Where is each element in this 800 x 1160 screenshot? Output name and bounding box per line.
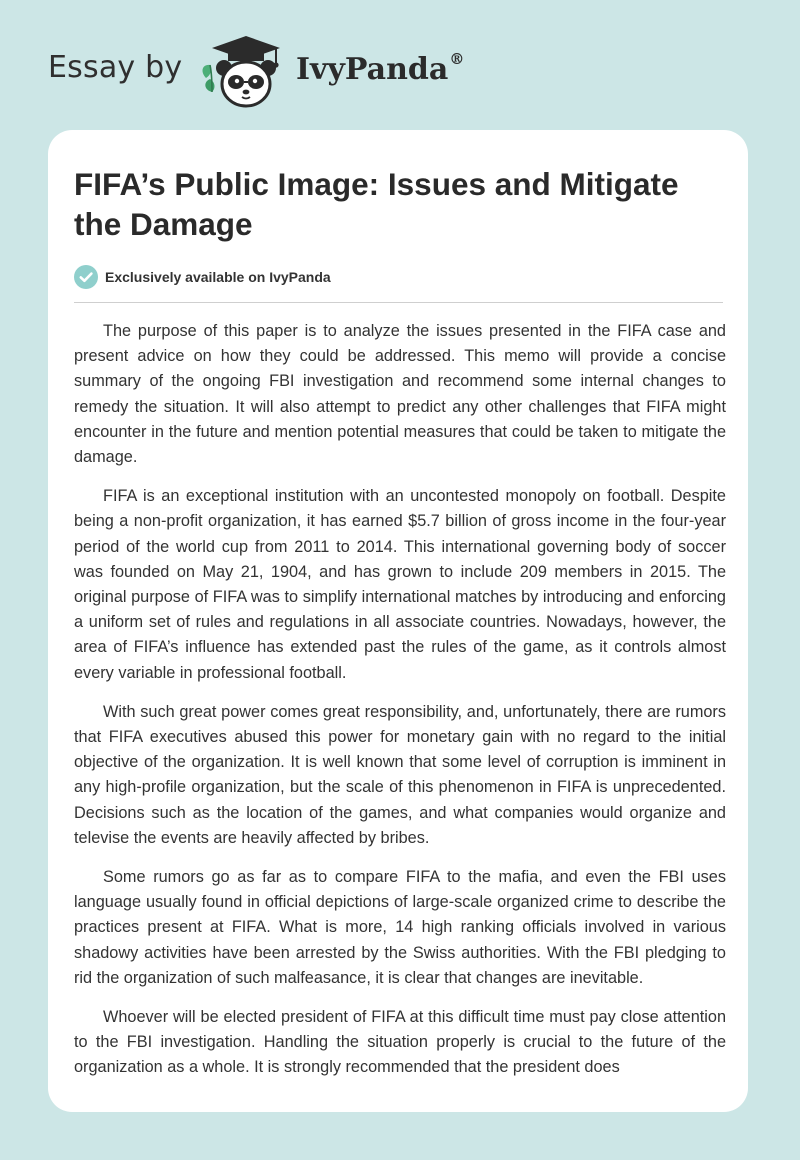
essay-title: FIFA’s Public Image: Issues and Mitigate the Damage [74, 166, 679, 242]
essay-paragraph: Whoever will be elected president of FIFA at this difficult time must pay close attention to the FBI investigation. Handling the situation properly is crucial to the future of the organization as a whole. It is strongly recommended that the president does [74, 1008, 726, 1077]
essay-paragraph: The purpose of this paper is to analyze the issues presented in the FIFA case and present advice on how they could be addressed. This memo will provide a concise summary of the ongoing FBI investigation and recommend some internal changes to remedy the situation. It will also attempt to predict any other challenges that FIFA might encounter in the future and mention potential measures that could be taken to mitigate the damage. [74, 322, 726, 467]
brand-name-text: IvyPanda [296, 52, 449, 87]
check-circle-icon [74, 265, 98, 289]
essay-paragraph: Some rumors go as far as to compare FIFA to the mafia, and even the FBI uses language usually found in official depictions of large-scale organized crime to describe the practices present at FIFA. What is more, 14 high ranking officials involved in various shadowy activities have been arrested by the Swiss authorities. With the FBI pledging to rid the organization of such malfeasance, it is clear that changes are inevitable. [74, 868, 726, 987]
site-header [0, 0, 800, 130]
registered-mark: ® [449, 50, 465, 68]
ivypanda-brand-name[interactable] [296, 52, 464, 87]
title-divider [74, 302, 723, 303]
panda-graduate-logo-icon[interactable] [198, 34, 294, 110]
essay-paragraph: FIFA is an exceptional institution with an uncontested monopoly on football. Despite being a non-profit organization, it has earned $5.7 billion of gross income in the four-year period of the world cup from 2011 to 2014. This international governing body of soccer was founded on May 21, 1904, and has grown to include 209 members in 2015. The original purpose of FIFA was to simplify international matches by introducing and enforcing a uniform set of rules and regulations in all associate countries. Nowadays, however, the area of FIFA’s influence has extended past the rules of the game, as it controls almost every variable in professional football. [74, 487, 726, 682]
essay-paragraph: With such great power comes great responsibility, and, unfortunately, there are rumors that FIFA executives abused this power for monetary gain with no regard to the initial objective of the organization. It is well known that some level of corruption is imminent in any high-profile organization, but the scale of this phenomenon in FIFA is unprecedented. Decisions such as the location of the games, and what companies would organize and televise the events are heavily affected by bribes. [74, 702, 726, 847]
essay-card [48, 130, 748, 1112]
essay-by-label: Essay by [48, 50, 183, 85]
exclusive-badge [74, 263, 331, 291]
exclusive-badge-label: Exclusively available on IvyPanda [105, 269, 331, 285]
essay-body [74, 319, 726, 1095]
